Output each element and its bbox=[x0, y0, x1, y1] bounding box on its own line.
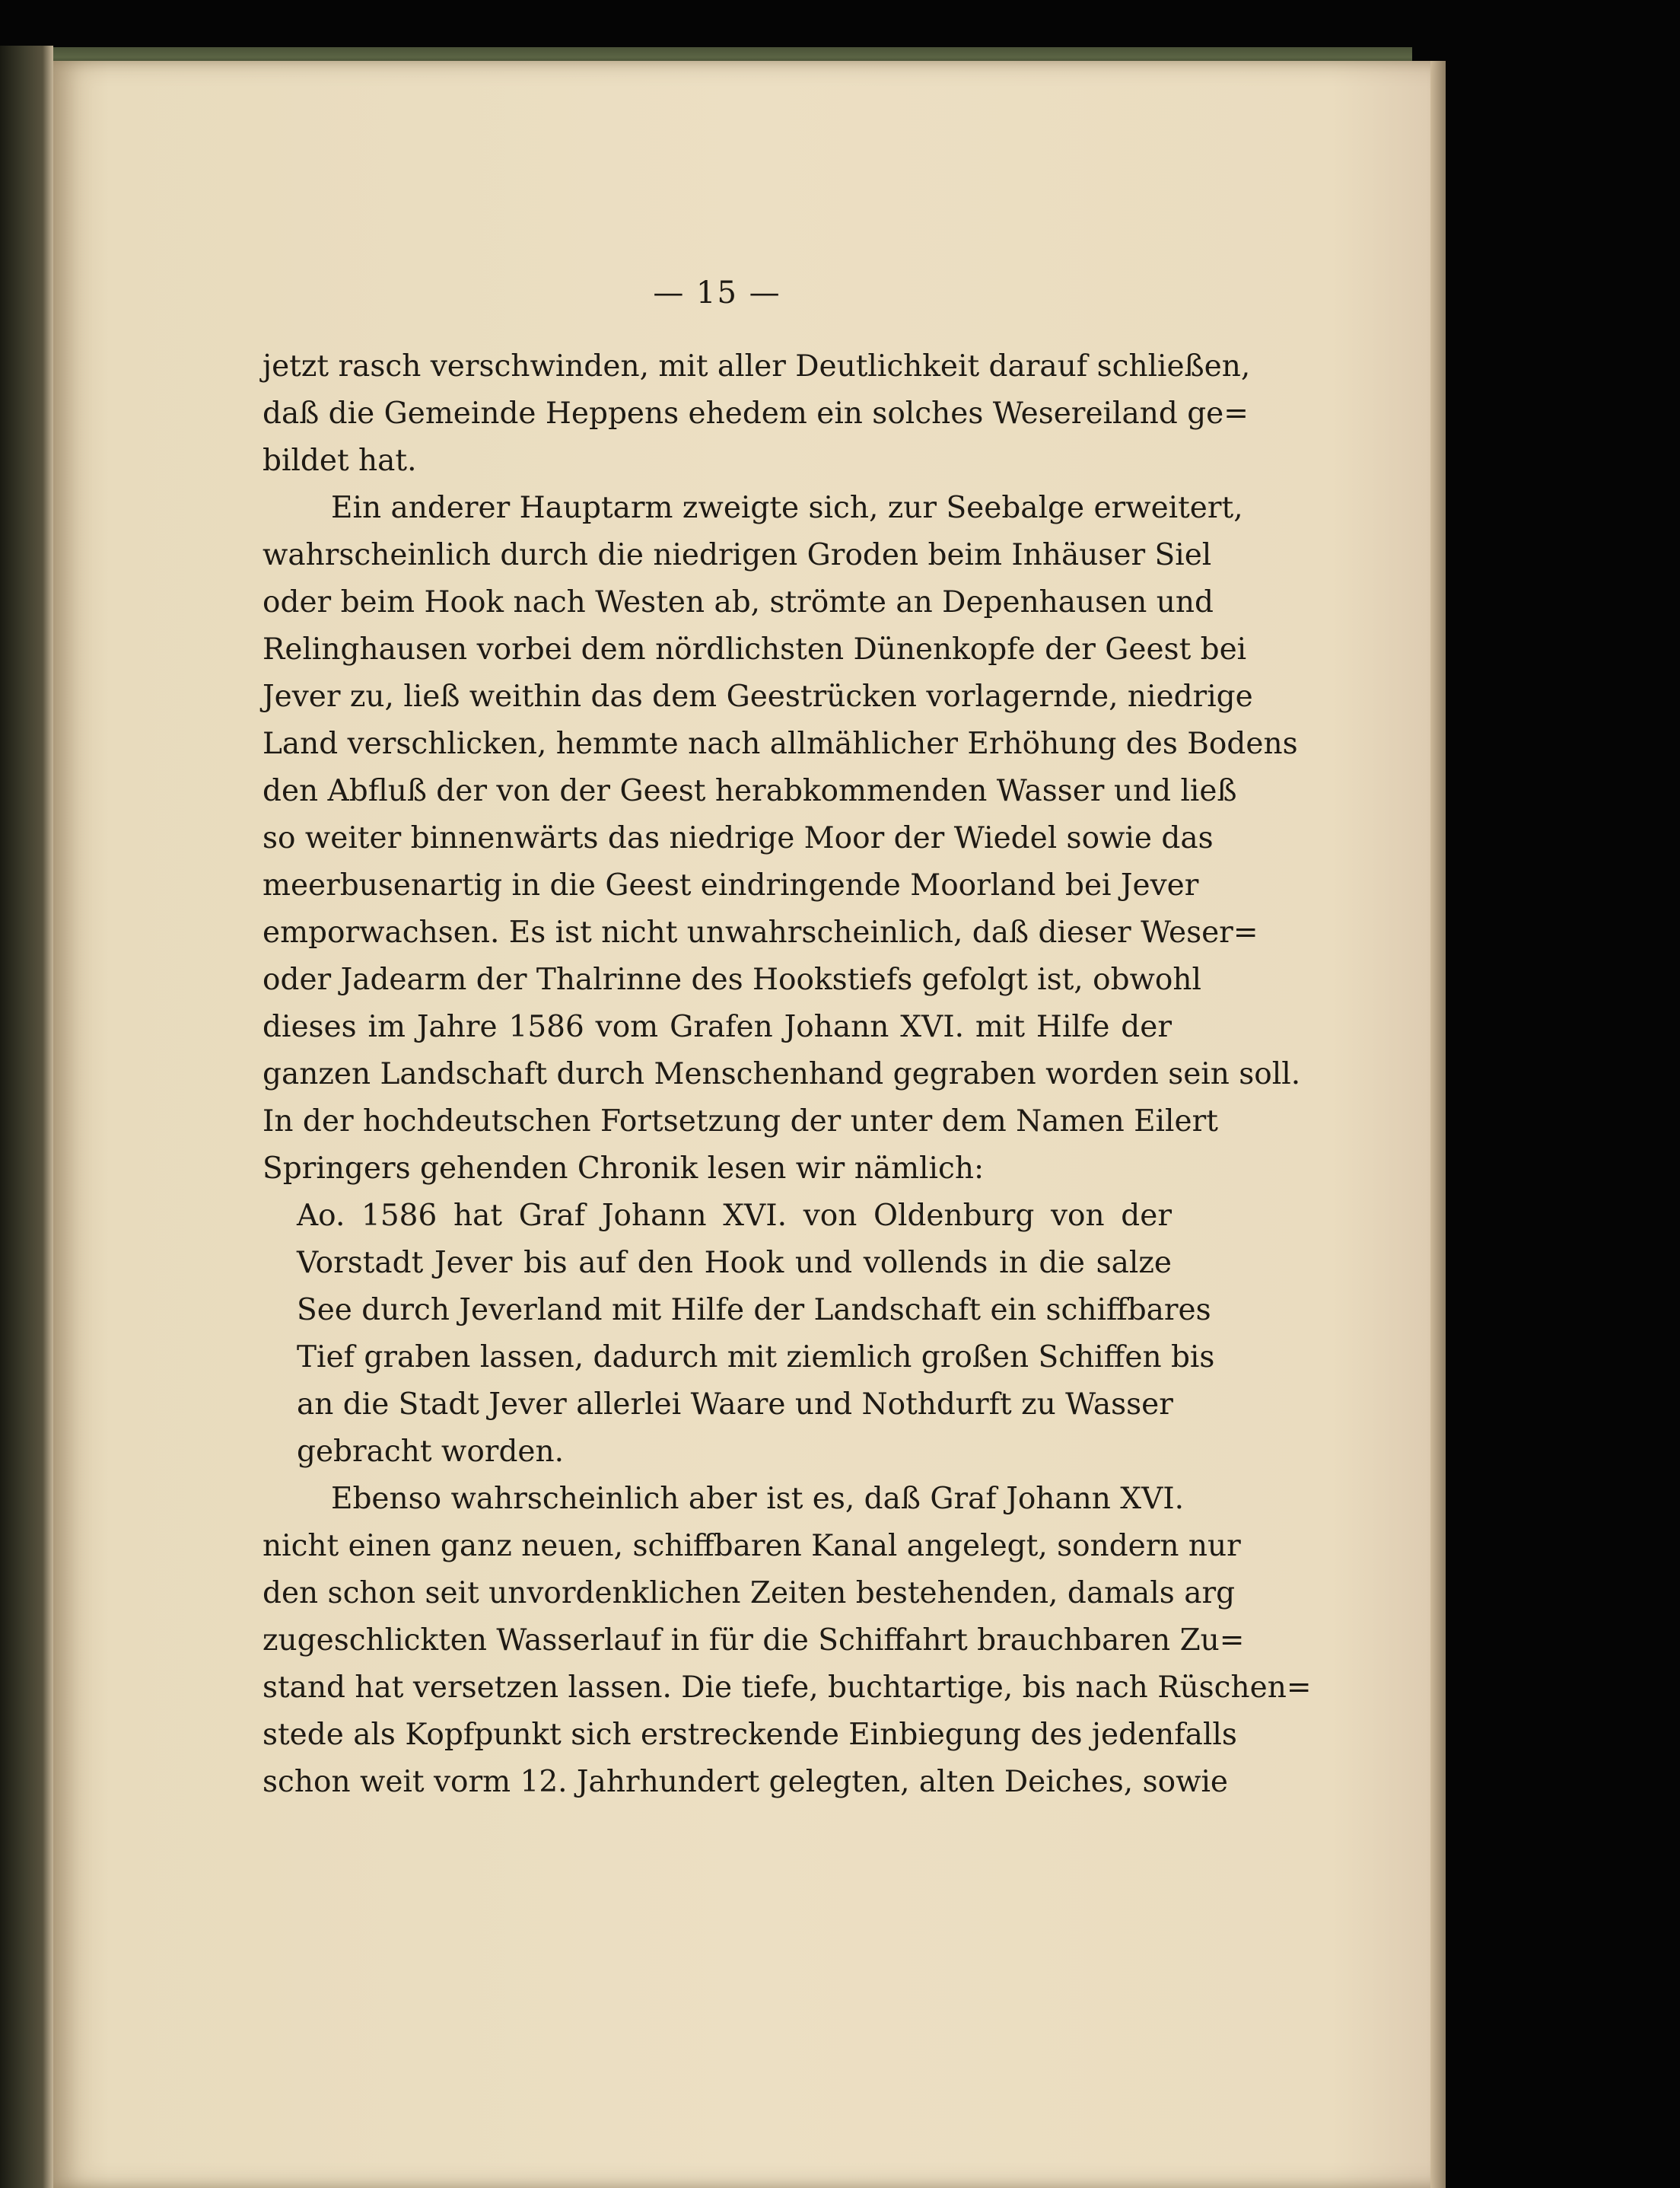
page-right-edge bbox=[1430, 61, 1446, 2188]
quote-line: gebracht worden. bbox=[297, 1435, 564, 1469]
book-spine-edge bbox=[0, 46, 53, 2188]
text-line: oder beim Hook nach Westen ab, strömte an Depenhausen und bbox=[262, 585, 1214, 619]
text-line: Relinghausen vorbei dem nördlichsten Dünenkopfe der Geest bei bbox=[262, 632, 1247, 667]
text-line: dieses im Jahre 1586 vom Grafen Johann XVI. mit Hilfe der bbox=[262, 1010, 1172, 1044]
text-line: bildet hat. bbox=[262, 444, 417, 478]
text-line: stede als Kopfpunkt sich erstreckende Einbiegung des jedenfalls bbox=[262, 1718, 1237, 1752]
text-line: wahrscheinlich durch die niedrigen Groden beim Inhäuser Siel bbox=[262, 538, 1212, 572]
text-line: schon weit vorm 12. Jahrhundert gelegten, alten Deiches, sowie bbox=[262, 1765, 1229, 1799]
quote-line: See durch Jeverland mit Hilfe der Landschaft ein schiffbares bbox=[297, 1293, 1211, 1327]
text-line: jetzt rasch verschwinden, mit aller Deutlichkeit darauf schließen, bbox=[262, 349, 1251, 384]
page-number: — 15 — bbox=[653, 275, 781, 311]
text-line: ganzen Landschaft durch Menschenhand gegraben worden sein soll. bbox=[262, 1057, 1301, 1091]
quote-line: Tief graben lassen, dadurch mit ziemlich großen Schiffen bis bbox=[297, 1340, 1215, 1374]
text-line: In der hochdeutschen Fortsetzung der unter dem Namen Eilert bbox=[262, 1104, 1218, 1139]
text-line: emporwachsen. Es ist nicht unwahrscheinlich, daß dieser Weser= bbox=[262, 916, 1258, 950]
text-line: Land verschlicken, hemmte nach allmählicher Erhöhung des Bodens bbox=[262, 727, 1298, 761]
text-line: den Abfluß der von der Geest herabkommenden Wasser und ließ bbox=[262, 774, 1237, 808]
text-line: so weiter binnenwärts das niedrige Moor der Wiedel sowie das bbox=[262, 821, 1214, 855]
quote-line: an die Stadt Jever allerlei Waare und Nothdurft zu Wasser bbox=[297, 1387, 1173, 1422]
quote-line: Vorstadt Jever bis auf den Hook und vollends in die salze bbox=[297, 1246, 1172, 1280]
text-line: stand hat versetzen lassen. Die tiefe, buchtartige, bis nach Rüschen= bbox=[262, 1670, 1312, 1705]
text-line: den schon seit unvordenklichen Zeiten bestehenden, damals arg bbox=[262, 1576, 1236, 1610]
paragraph-start-line: Ebenso wahrscheinlich aber ist es, daß Graf Johann XVI. bbox=[331, 1482, 1185, 1516]
text-line: Jever zu, ließ weithin das dem Geestrücken vorlagernde, niedrige bbox=[262, 680, 1253, 714]
text-line: nicht einen ganz neuen, schiffbaren Kanal angelegt, sondern nur bbox=[262, 1529, 1241, 1563]
text-line: meerbusenartig in die Geest eindringende Moorland bei Jever bbox=[262, 868, 1199, 903]
text-line: Springers gehenden Chronik lesen wir nämlich: bbox=[262, 1151, 985, 1186]
text-line: oder Jadearm der Thalrinne des Hookstiefs gefolgt ist, obwohl bbox=[262, 963, 1202, 997]
quote-line: Ao. 1586 hat Graf Johann XVI. von Oldenburg von der bbox=[297, 1199, 1172, 1233]
text-line: zugeschlickten Wasserlauf in für die Schiffahrt brauchbaren Zu= bbox=[262, 1623, 1245, 1658]
text-line: daß die Gemeinde Heppens ehedem ein solches Wesereiland ge= bbox=[262, 397, 1249, 431]
paragraph-start-line: Ein anderer Hauptarm zweigte sich, zur Seebalge erweitert, bbox=[331, 491, 1243, 525]
